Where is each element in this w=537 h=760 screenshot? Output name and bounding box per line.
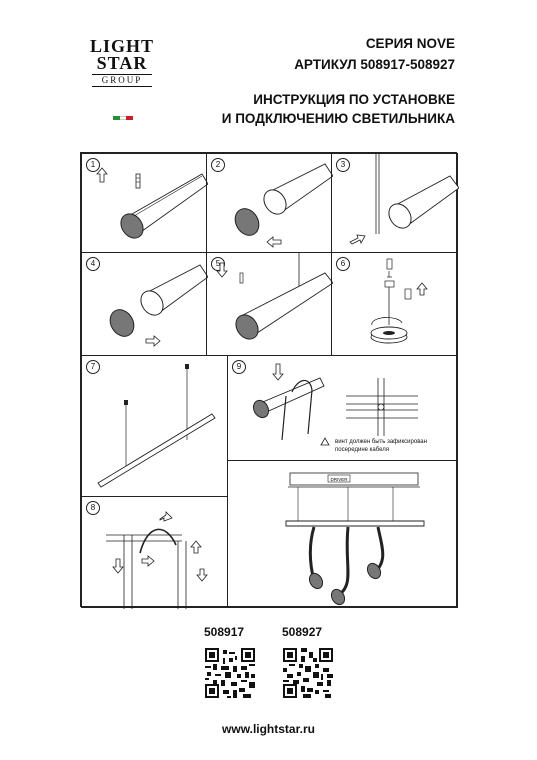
- step-3-panel: [331, 153, 458, 253]
- step-9-note-line-2: посередине кабеля: [335, 447, 389, 453]
- logo-line-1: LIGHT: [89, 36, 155, 56]
- instruction-grid: [80, 152, 457, 607]
- step-number: 8: [86, 501, 100, 515]
- qr-code-icon: [205, 648, 255, 698]
- logo-line-3: GROUP: [92, 74, 152, 87]
- step-5-illustration: [207, 253, 333, 357]
- instruction-title-line-1: ИНСТРУКЦИЯ ПО УСТАНОВКЕ: [253, 92, 455, 107]
- series-label: СЕРИЯ NOVE: [365, 36, 455, 51]
- step-5-panel: [206, 252, 332, 356]
- step-number: 7: [86, 360, 100, 374]
- step-7-illustration: [82, 356, 229, 498]
- product-code-1: 508917: [204, 625, 245, 639]
- step-number: 6: [336, 257, 350, 271]
- article-label: АРТИКУЛ 508917-508927: [294, 57, 455, 72]
- step-8-panel: [81, 496, 228, 608]
- qr-code-icon: [283, 648, 333, 698]
- brand-logo: [86, 38, 158, 87]
- step-2-panel: [206, 153, 332, 253]
- product-code-2: 508927: [282, 625, 323, 639]
- wiring-panel: [227, 460, 458, 608]
- step-4-illustration: [82, 253, 208, 357]
- instruction-title-line-2: И ПОДКЛЮЧЕНИЮ СВЕТИЛЬНИКА: [221, 111, 455, 126]
- italian-flag-icon: [113, 116, 133, 120]
- step-1-panel: [81, 153, 207, 253]
- wiring-illustration: [228, 461, 459, 609]
- website-link[interactable]: www.lightstar.ru: [222, 722, 315, 736]
- step-number: 9: [232, 360, 246, 374]
- step-number: 4: [86, 257, 100, 271]
- step-2-illustration: [207, 154, 333, 254]
- step-4-panel: [81, 252, 207, 356]
- step-number: 5: [211, 257, 225, 271]
- step-3-illustration: [332, 154, 459, 254]
- step-7-panel: [81, 355, 228, 497]
- step-number: 1: [86, 158, 100, 172]
- step-number: 3: [336, 158, 350, 172]
- logo-line-2: STAR: [96, 53, 148, 73]
- driver-label: DRIVER: [330, 477, 348, 482]
- step-1-illustration: [82, 154, 208, 254]
- step-8-illustration: [82, 497, 229, 609]
- step-6-panel: [331, 252, 458, 356]
- step-9-note-line-1: винт должен быть зафиксирован: [335, 439, 427, 445]
- step-6-illustration: [332, 253, 459, 357]
- step-number: 2: [211, 158, 225, 172]
